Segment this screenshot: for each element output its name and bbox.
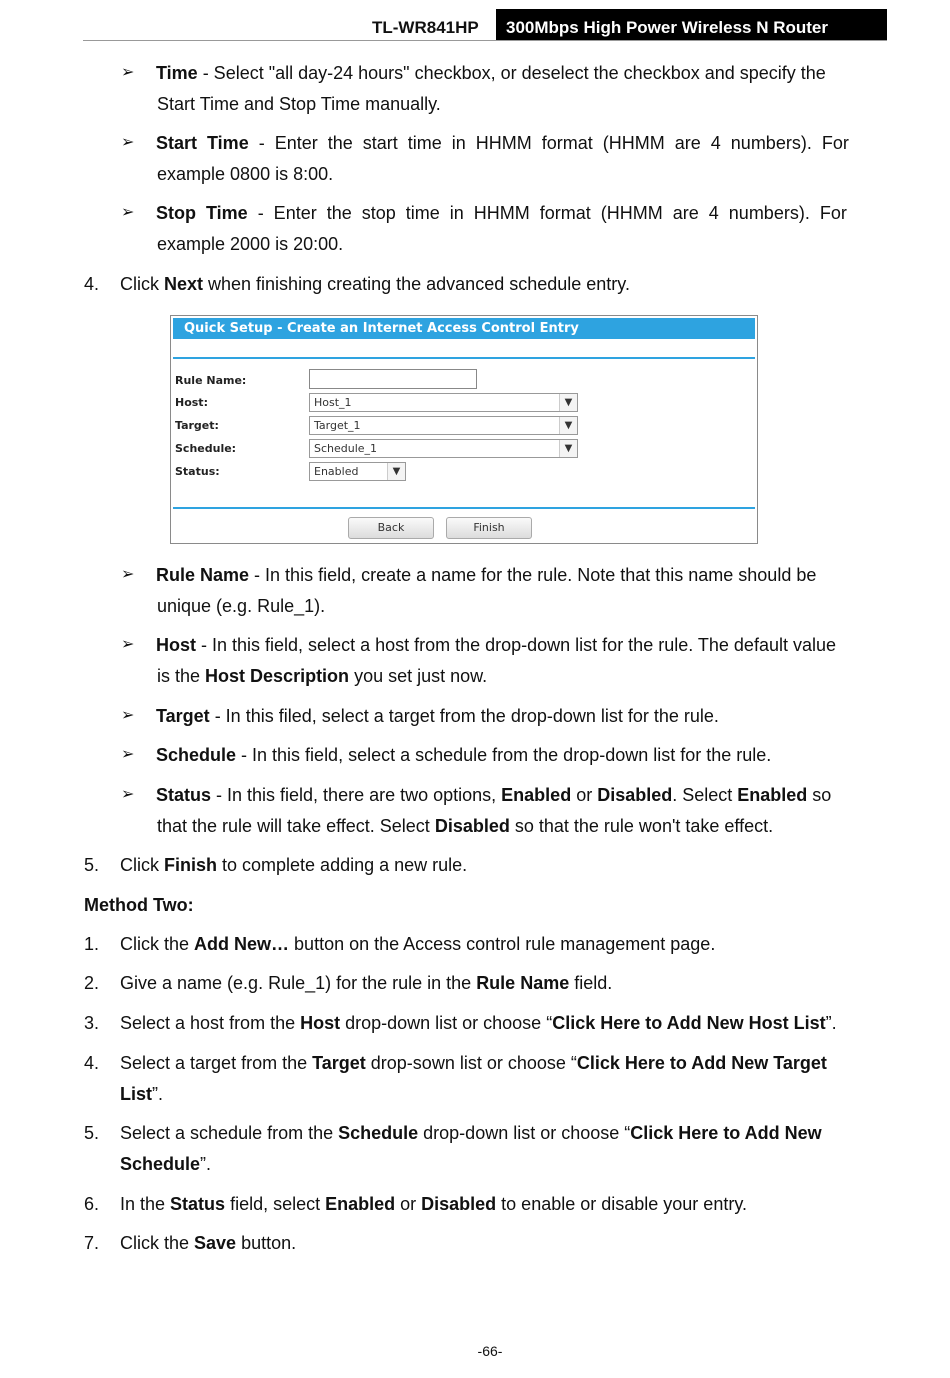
- finish-button[interactable]: Finish: [446, 517, 532, 539]
- bullet-text: so that the rule won't take effect.: [509, 816, 774, 836]
- page-number: -66-: [477, 1343, 503, 1359]
- bullet-arrow-icon: ➢: [121, 786, 135, 803]
- step-text: drop-down list or choose “: [418, 1123, 631, 1143]
- bullet-term: Host: [156, 635, 196, 655]
- bullet-text-cont: unique (e.g. Rule_1).: [157, 596, 326, 616]
- step-text: Click: [120, 274, 164, 294]
- step-text: Give a name (e.g. Rule_1) for the rule in the: [120, 973, 477, 993]
- bullet-text: - Select "all day-24 hours" checkbox, or deselect the checkbox and specify the: [197, 63, 826, 83]
- step-number: 4.: [84, 1053, 100, 1073]
- bullet-term: Rule Name: [156, 565, 250, 585]
- step-bold: Enabled: [325, 1194, 396, 1214]
- schedule-select-value: Schedule_1: [314, 442, 378, 455]
- bullet-bold: Disabled: [434, 816, 510, 836]
- status-select-value: Enabled: [314, 465, 359, 478]
- bullet-text: - Enter the start time in HHMM format (HHMM are 4 numbers). For: [248, 133, 849, 153]
- bullet-text: - In this field, select a host from the drop-down list for the rule. The default value: [196, 635, 836, 655]
- step-bold: Finish: [164, 855, 217, 875]
- bullet-term: Target: [156, 706, 210, 726]
- bullet-text: is the: [157, 666, 206, 686]
- chevron-down-icon: ▼: [387, 463, 405, 480]
- bullet-arrow-icon: ➢: [121, 707, 135, 724]
- rule-name-input[interactable]: [309, 369, 477, 389]
- bullet-bold: Disabled: [597, 785, 673, 805]
- step-text: In the: [120, 1194, 171, 1214]
- step-bold: Next: [164, 274, 204, 294]
- rule-name-label: Rule Name:: [175, 374, 247, 387]
- bullet-term: Stop Time: [156, 203, 248, 223]
- step-text: when finishing creating the advanced schedule entry.: [203, 274, 630, 294]
- bullet-term: Time: [156, 63, 198, 83]
- step-text: Click the: [120, 934, 195, 954]
- step-text: Select a target from the: [120, 1053, 313, 1073]
- target-label: Target:: [175, 419, 219, 432]
- step-bold: Rule Name: [476, 973, 570, 993]
- step-bold: Click Here to Add New: [630, 1123, 822, 1143]
- step-number: 2.: [84, 973, 100, 993]
- step-text: to enable or disable your entry.: [496, 1194, 747, 1214]
- host-select-value: Host_1: [314, 396, 352, 409]
- header-product: 300Mbps High Power Wireless N Router: [506, 18, 828, 37]
- bullet-term: Schedule: [156, 745, 237, 765]
- bullet-term: Start Time: [156, 133, 249, 153]
- method-two-heading: Method Two:: [84, 895, 194, 915]
- back-button[interactable]: Back: [348, 517, 434, 539]
- bullet-arrow-icon: ➢: [121, 746, 135, 763]
- step-bold: Add New…: [194, 934, 290, 954]
- step-bold: Schedule: [120, 1154, 201, 1174]
- step-text: ”.: [825, 1013, 837, 1033]
- step-bold: Host: [300, 1013, 341, 1033]
- step-number: 4.: [84, 274, 100, 294]
- step-text: to complete adding a new rule.: [217, 855, 468, 875]
- bullet-bold: Enabled: [501, 785, 572, 805]
- step-bold: Target: [312, 1053, 366, 1073]
- host-select[interactable]: [309, 393, 578, 412]
- bullet-text: - In this field, select a schedule from the drop-down list for the rule.: [236, 745, 772, 765]
- router-screenshot: [170, 315, 758, 544]
- schedule-select[interactable]: [309, 439, 578, 458]
- target-select-value: Target_1: [314, 419, 361, 432]
- status-label: Status:: [175, 465, 220, 478]
- status-select[interactable]: [309, 462, 406, 481]
- step-text: drop-down list or choose “: [340, 1013, 553, 1033]
- bullet-text: - In this field, create a name for the rule. Note that this name should be: [249, 565, 817, 585]
- bullet-bold: Host Description: [205, 666, 350, 686]
- chevron-down-icon: ▼: [559, 394, 577, 411]
- step-text: Select a host from the: [120, 1013, 301, 1033]
- bullet-text: so: [807, 785, 832, 805]
- chevron-down-icon: ▼: [559, 440, 577, 457]
- schedule-label: Schedule:: [175, 442, 237, 455]
- bullet-arrow-icon: ➢: [121, 566, 135, 583]
- step-bold: Status: [170, 1194, 226, 1214]
- step-number: 1.: [84, 934, 100, 954]
- bullet-text-cont: example 2000 is 20:00.: [157, 234, 344, 254]
- step-bold: Disabled: [421, 1194, 497, 1214]
- screenshot-divider: [173, 357, 755, 359]
- step-bold: List: [120, 1084, 153, 1104]
- bullet-arrow-icon: ➢: [121, 64, 135, 81]
- header-rule: [83, 40, 887, 41]
- step-number: 5.: [84, 1123, 100, 1143]
- bullet-text: that the rule will take effect. Select: [157, 816, 435, 836]
- bullet-bold: Enabled: [737, 785, 808, 805]
- step-text: Select a schedule from the: [120, 1123, 339, 1143]
- step-text: button on the Access control rule management page.: [289, 934, 716, 954]
- step-number: 5.: [84, 855, 100, 875]
- bullet-text: you set just now.: [349, 666, 488, 686]
- step-bold: Click Here to Add New Host List: [552, 1013, 826, 1033]
- bullet-text: or: [571, 785, 598, 805]
- bullet-arrow-icon: ➢: [121, 134, 135, 151]
- step-text: or: [395, 1194, 422, 1214]
- step-number: 3.: [84, 1013, 100, 1033]
- screenshot-divider: [173, 507, 755, 509]
- step-text: button.: [236, 1233, 297, 1253]
- chevron-down-icon: ▼: [559, 417, 577, 434]
- step-bold: Schedule: [338, 1123, 419, 1143]
- step-number: 7.: [84, 1233, 100, 1253]
- bullet-text: - Enter the stop time in HHMM format (HHMM are 4 numbers). For: [247, 203, 847, 223]
- bullet-text: - In this field, there are two options,: [211, 785, 502, 805]
- step-number: 6.: [84, 1194, 100, 1214]
- step-bold: Click Here to Add New Target: [576, 1053, 827, 1073]
- step-text: field, select: [225, 1194, 326, 1214]
- step-text: Click: [120, 855, 164, 875]
- bullet-arrow-icon: ➢: [121, 204, 135, 221]
- bullet-arrow-icon: ➢: [121, 636, 135, 653]
- bullet-term: Status: [156, 785, 212, 805]
- bullet-text: - In this filed, select a target from the drop-down list for the rule.: [209, 706, 719, 726]
- step-text: ”.: [200, 1154, 212, 1174]
- step-text: field.: [569, 973, 613, 993]
- target-select[interactable]: [309, 416, 578, 435]
- host-label: Host:: [175, 396, 208, 409]
- bullet-text: . Select: [672, 785, 738, 805]
- bullet-text-cont: example 0800 is 8:00.: [157, 164, 334, 184]
- header-model: TL-WR841HP: [372, 18, 479, 37]
- screenshot-title: Quick Setup - Create an Internet Access Control Entry: [173, 318, 755, 339]
- step-text: drop-sown list or choose “: [365, 1053, 577, 1073]
- bullet-text-cont: Start Time and Stop Time manually.: [157, 94, 441, 114]
- step-text: ”.: [152, 1084, 164, 1104]
- step-text: Click the: [120, 1233, 195, 1253]
- step-bold: Save: [194, 1233, 237, 1253]
